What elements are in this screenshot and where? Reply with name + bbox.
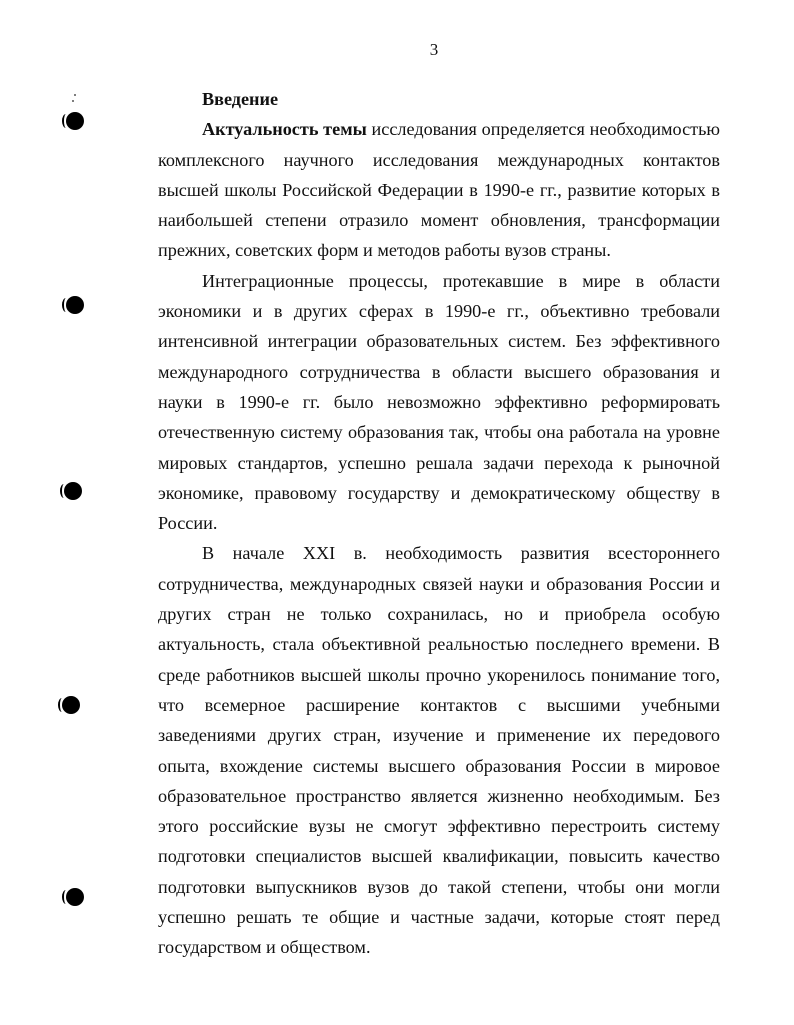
binding-hole-icon bbox=[62, 696, 80, 714]
paragraph-relevance bbox=[158, 114, 720, 265]
binding-hole-icon bbox=[64, 482, 82, 500]
document-body bbox=[158, 84, 720, 963]
relevance-lead: Актуальность темы bbox=[202, 119, 367, 140]
binding-hole-icon bbox=[66, 888, 84, 906]
page-number: 3 bbox=[429, 40, 439, 59]
binding-hole-icon bbox=[66, 112, 84, 130]
scan-speck bbox=[74, 94, 76, 96]
binding-hole-icon bbox=[66, 296, 84, 314]
paragraph-integration: Интеграционные процессы, протекавшие в мире в области экономики и в других сферах в 1990-е гг., объективно требовали интенсивной интеграции образовательных систем. Без эффективного международного сотрудничества в области высшего образования и науки в 1990-е гг. было невозможно эффективно реформировать отечественную систему образования так, чтобы она работала на уровне мировых стандартов, успешно решала задачи перехода к рыночной экономике, правовому государству и демократическому обществу в России. bbox=[158, 270, 720, 534]
scan-speck bbox=[72, 100, 74, 102]
paragraph-21st-century: В начале XXI в. необходимость развития всестороннего сотрудничества, международных связей науки и образования России и других стран не только сохранилась, но и приобрела особую актуальность, стала объективной реальностью последнего времени. В среде работников высшей школы прочно укоренилось понимание того, что всемерное расширение контактов с высшими учебными заведениями других стран, изучение и применение их передового опыта, вхождение системы высшего образования России в мировое образовательное пространство является жизненно необходимым. Без этого российские вузы не смогут эффективно перестроить систему подготовки специалистов высшей квалификации, повысить качество подготовки выпускников вузов до такой степени, чтобы они могли успешно решать те общие и частные задачи, которые стоят перед государством и обществом. bbox=[158, 543, 720, 958]
relevance-text: исследования определяется необходимостью комплексного научного исследования международных контактов высшей школы Российской Федерации в 1990-е гг., развитие которых в наибольшей степени отразило момент обновления, трансформации прежних, советских форм и методов работы вузов страны. bbox=[158, 119, 720, 261]
section-heading: Введение bbox=[202, 89, 279, 109]
